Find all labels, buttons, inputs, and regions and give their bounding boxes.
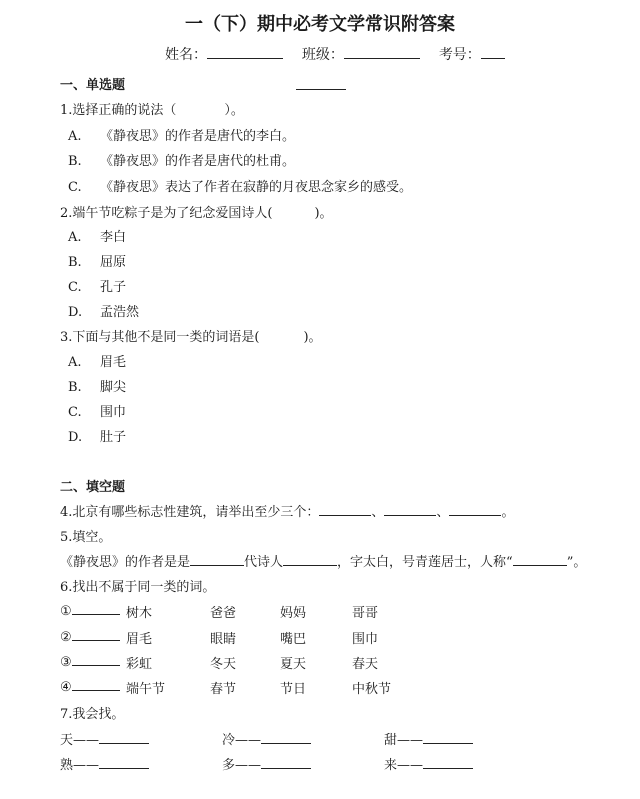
option-letter: A.: [68, 355, 82, 370]
question-3-option-d[interactable]: [68, 426, 126, 445]
question-4-stem: 4.北京有哪些标志性建筑，请举出至少三个：: [60, 505, 320, 520]
option-letter: D.: [68, 305, 83, 320]
question-4-end: 。: [501, 505, 515, 520]
row-number: ③: [60, 655, 72, 670]
answer-blank[interactable]: [261, 731, 311, 744]
question-1-option-c[interactable]: [68, 176, 412, 195]
question-4-blank-2[interactable]: [384, 503, 436, 516]
section-heading-fill-blank: 二、填空题: [60, 480, 126, 495]
question-4-blank-1[interactable]: [319, 503, 371, 516]
question-6-row-1-blank[interactable]: [72, 602, 120, 615]
word: 眼睛: [210, 632, 237, 647]
option-letter: B.: [68, 255, 82, 270]
question-5-blank-2[interactable]: [283, 553, 337, 566]
question-5-label: 5.填空。: [60, 530, 112, 545]
option-text: 《静夜思》的作者是唐代的李白。: [100, 129, 296, 144]
word: 彩虹: [126, 657, 153, 672]
question-3: [60, 326, 322, 345]
question-6-row-3: [60, 653, 120, 670]
question-1-stem-end: ）。: [224, 103, 244, 118]
option-text: 《静夜思》的作者是唐代的杜甫。: [100, 154, 296, 169]
option-letter: C.: [68, 405, 82, 420]
question-1-option-b[interactable]: [68, 150, 295, 169]
word: 爸爸: [210, 606, 237, 621]
question-5-text-4: ”。: [566, 555, 587, 570]
number-label: 考号：: [438, 47, 481, 63]
question-2-option-a[interactable]: [68, 226, 126, 245]
question-2-option-d[interactable]: [68, 301, 139, 320]
word: 哥哥: [352, 606, 379, 621]
option-text: 李白: [100, 230, 127, 245]
question-3-option-c[interactable]: [68, 401, 126, 420]
question-5-body: [60, 551, 586, 570]
answer-blank[interactable]: [261, 756, 311, 769]
question-2: [60, 202, 333, 221]
word: 夏天: [280, 657, 307, 672]
section-heading-single-choice: 一、单选题: [60, 78, 126, 93]
word: 冬天: [210, 657, 237, 672]
option-text: 屈原: [100, 255, 127, 270]
question-5-blank-3[interactable]: [513, 553, 567, 566]
option-letter: A.: [68, 230, 82, 245]
option-letter: C.: [68, 180, 82, 195]
option-text: 孔子: [100, 280, 127, 295]
question-3-stem: 3.下面与其他不是同一类的词语是(: [60, 330, 260, 345]
number-blank[interactable]: [481, 44, 505, 59]
question-7-item: [384, 754, 473, 773]
word-prompt: 多——: [222, 758, 262, 773]
question-1-stem: 1.选择正确的说法（: [60, 103, 177, 118]
word-prompt: 冷——: [222, 733, 262, 748]
class-label: 班级：: [301, 47, 344, 63]
question-6-row-1: [60, 602, 120, 619]
option-letter: D.: [68, 430, 83, 445]
row-number: ①: [60, 604, 72, 619]
name-label: 姓名：: [165, 47, 207, 63]
word: 妈妈: [280, 606, 307, 621]
question-6-label: 6.找出不属于同一类的词。: [60, 580, 216, 595]
class-blank[interactable]: [344, 44, 420, 59]
question-4-blank-3[interactable]: [449, 503, 501, 516]
divider-line: [296, 89, 346, 90]
word: 节日: [280, 682, 307, 697]
question-2-option-c[interactable]: [68, 276, 126, 295]
name-blank[interactable]: [207, 44, 283, 59]
row-number: ②: [60, 630, 72, 645]
answer-blank[interactable]: [423, 731, 473, 744]
option-text: 肚子: [100, 430, 127, 445]
word: 嘴巴: [280, 632, 307, 647]
question-7-item: [222, 729, 311, 748]
option-text: 脚尖: [100, 380, 127, 395]
word-prompt: 甜——: [384, 733, 424, 748]
word-prompt: 来——: [384, 758, 424, 773]
word: 春天: [352, 657, 379, 672]
question-1-option-a[interactable]: [68, 125, 295, 144]
question-6-row-3-blank[interactable]: [72, 653, 120, 666]
question-2-stem-end: )。: [314, 206, 333, 221]
question-5-blank-1[interactable]: [190, 553, 244, 566]
word-prompt: 天——: [60, 733, 100, 748]
word: 眉毛: [126, 632, 153, 647]
question-3-option-b[interactable]: [68, 376, 126, 395]
question-6-row-2: [60, 628, 120, 645]
question-5-text-2: 代诗人: [244, 555, 284, 570]
question-6-row-4: [60, 678, 120, 695]
question-6-row-4-blank[interactable]: [72, 678, 120, 691]
answer-blank[interactable]: [99, 731, 149, 744]
question-1: [60, 99, 244, 118]
question-7-item: [222, 754, 311, 773]
option-text: 眉毛: [100, 355, 127, 370]
option-text: 《静夜思》表达了作者在寂静的月夜思念家乡的感受。: [100, 180, 413, 195]
option-letter: C.: [68, 280, 82, 295]
student-info: [165, 44, 505, 64]
option-letter: A.: [68, 129, 82, 144]
question-2-stem: 2.端午节吃粽子是为了纪念爱国诗人(: [60, 206, 273, 221]
option-letter: B.: [68, 380, 82, 395]
row-number: ④: [60, 680, 72, 695]
word: 中秋节: [352, 682, 392, 697]
question-3-option-a[interactable]: [68, 351, 126, 370]
option-text: 围巾: [100, 405, 127, 420]
option-letter: B.: [68, 154, 82, 169]
question-5-text-3: ，字太白，号青莲居士，人称“: [337, 555, 513, 570]
option-text: 孟浩然: [100, 305, 140, 320]
question-7-item: [60, 729, 149, 748]
question-7-label: 7.我会找。: [60, 707, 125, 722]
word: 端午节: [126, 682, 166, 697]
word: 春节: [210, 682, 237, 697]
word: 围巾: [352, 632, 379, 647]
question-6-row-2-blank[interactable]: [72, 628, 120, 641]
answer-blank[interactable]: [99, 756, 149, 769]
question-7-item: [384, 729, 473, 748]
question-2-option-b[interactable]: [68, 251, 126, 270]
question-5-text-1: 《静夜思》的作者是是: [60, 555, 191, 570]
question-4: [60, 501, 514, 520]
separator: 、: [371, 505, 385, 520]
page-title: 一（下）期中必考文学常识附答案: [185, 14, 455, 35]
question-3-stem-end: )。: [303, 330, 322, 345]
word: 树木: [126, 606, 153, 621]
question-7-item: [60, 754, 149, 773]
word-prompt: 熟——: [60, 758, 100, 773]
separator: 、: [436, 505, 450, 520]
answer-blank[interactable]: [423, 756, 473, 769]
